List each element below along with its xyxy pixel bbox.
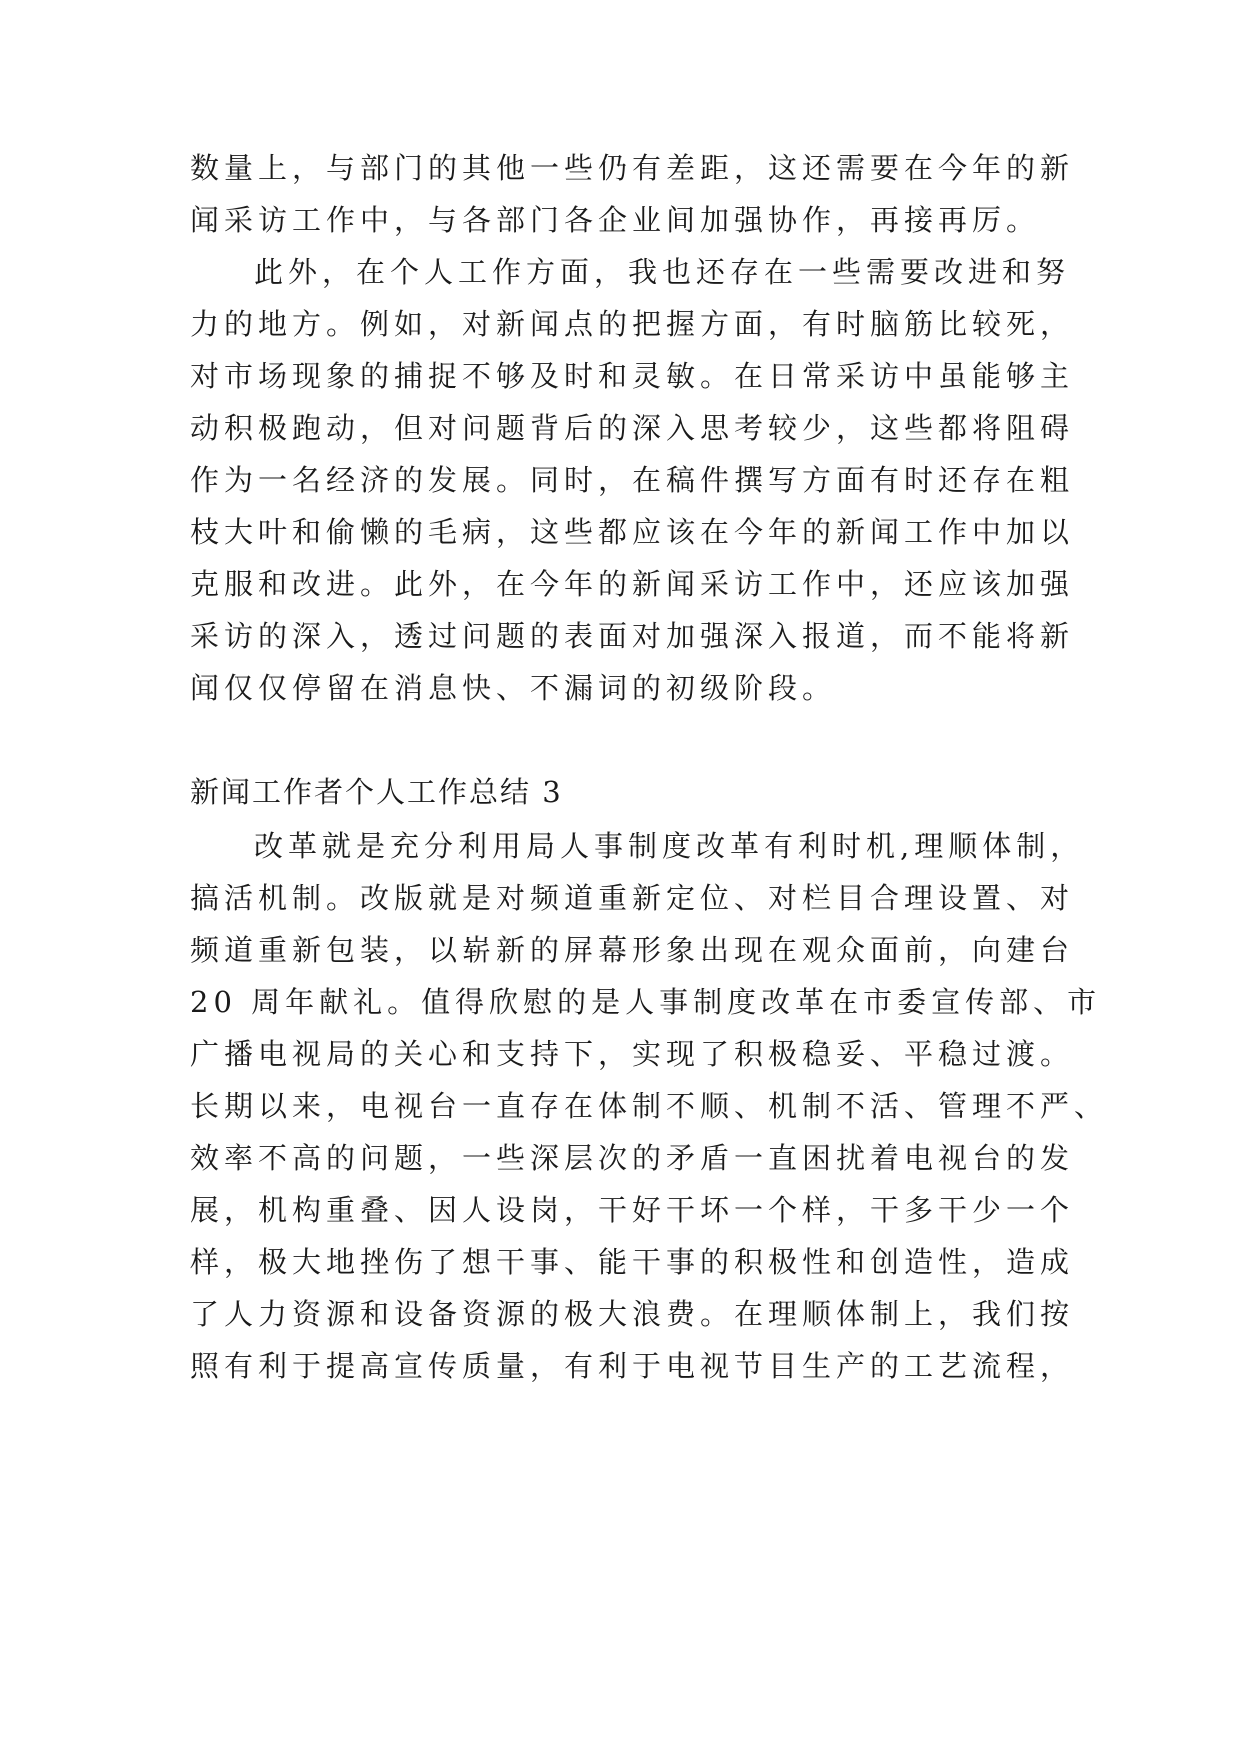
text-line: 此外，在个人工作方面，我也还存在一些需要改进和努 bbox=[254, 255, 1071, 289]
text-line: 力的地方。例如，对新闻点的把握方面，有时脑筋比较死， bbox=[190, 307, 1075, 341]
text-line: 闻采访工作中，与各部门各企业间加强协作，再接再厉。 bbox=[190, 203, 1041, 237]
text-line: 频道重新包装，以崭新的屏幕形象出现在观众面前，向建台 bbox=[190, 933, 1075, 967]
text-line: 广播电视局的关心和支持下，实现了积极稳妥、平稳过渡。 bbox=[190, 1037, 1075, 1071]
text-line: 效率不高的问题，一些深层次的矛盾一直困扰着电视台的发 bbox=[190, 1141, 1075, 1175]
text-line: 枝大叶和偷懒的毛病，这些都应该在今年的新闻工作中加以 bbox=[190, 515, 1075, 549]
text-line: 样，极大地挫伤了想干事、能干事的积极性和创造性，造成 bbox=[190, 1245, 1075, 1279]
text-line: 动积极跑动，但对问题背后的深入思考较少，这些都将阻碍 bbox=[190, 411, 1075, 445]
section-heading: 新闻工作者个人工作总结 3 bbox=[190, 775, 563, 809]
text-line: 长期以来，电视台一直存在体制不顺、机制不活、管理不严、 bbox=[190, 1089, 1109, 1123]
text-line: 采访的深入，透过问题的表面对加强深入报道，而不能将新 bbox=[190, 619, 1075, 653]
text-line: 数量上，与部门的其他一些仍有差距，这还需要在今年的新 bbox=[190, 151, 1075, 185]
text-line: 克服和改进。此外，在今年的新闻采访工作中，还应该加强 bbox=[190, 567, 1075, 601]
text-line: 闻仅仅停留在消息快、不漏词的初级阶段。 bbox=[190, 671, 837, 705]
text-line: 20 周年献礼。值得欣慰的是人事制度改革在市委宣传部、市 bbox=[190, 985, 1102, 1019]
text-line: 改革就是充分利用局人事制度改革有利时机,理顺体制， bbox=[254, 829, 1085, 863]
text-line: 展，机构重叠、因人设岗，干好干坏一个样，干多干少一个 bbox=[190, 1193, 1075, 1227]
text-line: 了人力资源和设备资源的极大浪费。在理顺体制上，我们按 bbox=[190, 1297, 1075, 1331]
text-line: 对市场现象的捕捉不够及时和灵敏。在日常采访中虽能够主 bbox=[190, 359, 1075, 393]
text-line: 作为一名经济的发展。同时，在稿件撰写方面有时还存在粗 bbox=[190, 463, 1075, 497]
text-line: 搞活机制。改版就是对频道重新定位、对栏目合理设置、对 bbox=[190, 881, 1075, 915]
text-line: 照有利于提高宣传质量，有利于电视节目生产的工艺流程， bbox=[190, 1349, 1075, 1383]
